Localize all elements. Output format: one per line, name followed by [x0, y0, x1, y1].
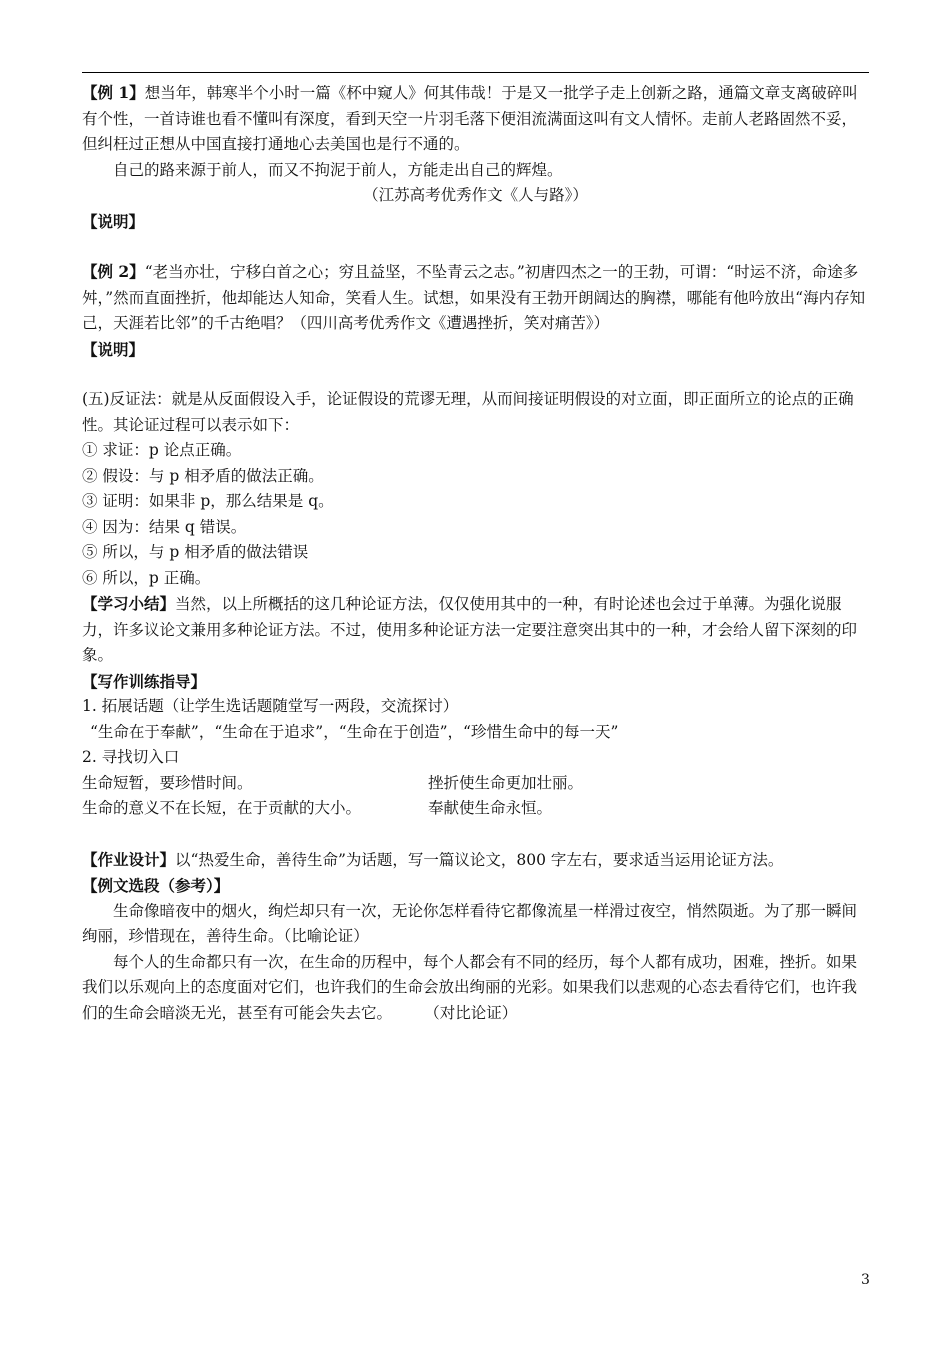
- page-number: 3: [861, 1272, 870, 1288]
- entry-row2-right: 奉献使生命永恒。: [428, 799, 553, 817]
- homework-tag: 【作业设计】: [82, 849, 176, 869]
- example1-text: 想当年，韩寒半个小时一篇《杯中窥人》何其伟哉！于是又一批学子走上创新之路，通篇文章支离破碎叫有个性，一首诗谁也看不懂叫有深度，看到天空一片羽毛落下便泪流满面这叫有文人情怀。走前人老路固然不妥，但纠枉过正想从中国直接打通地心去美国也是行不通的。: [82, 84, 858, 153]
- method5-step-6: ⑥ 所以，p 正确。: [82, 568, 211, 587]
- summary-text: 当然，以上所概括的这几种论证方法，仅仅使用其中的一种，有时论述也会过于单薄。为强化说服力，许多议论文兼用多种论证方法。不过，使用多种论证方法一定要注意突出其中的一种，才会给人留下深刻的印象。: [82, 595, 858, 664]
- entry-row1-right: 挫折使生命更加壮丽。: [428, 773, 584, 792]
- writing-guide-heading: 【写作训练指导】: [82, 671, 207, 691]
- homework-text: 以“热爱生命，善待生命”为话题，写一篇议论文，800 字左右，要求适当运用论证方法。: [175, 850, 784, 869]
- sample-paragraph-2-text: 每个人的生命都只有一次，在生命的历程中，每个人都会有不同的经历，每个人都有成功，困难，挫折。如果我们以乐观向上的态度面对它们，也许我们的生命会放出绚丽的光彩。如果我们以悲观的心态去看待它们，也许我们的生命会暗淡无光，甚至有可能会失去它。: [82, 952, 858, 1022]
- entry-row-2: [82, 796, 869, 822]
- example2-tag: 【例 2】: [82, 262, 145, 281]
- method5-step-4: ④ 因为：结果 q 错误。: [82, 517, 247, 536]
- example1-source: （江苏高考优秀作文《人与路》）: [363, 186, 588, 204]
- example1-tag: 【例 1】: [82, 83, 145, 102]
- document-body: [82, 80, 869, 1026]
- method5-step-1: ① 求证：p 论点正确。: [82, 441, 242, 459]
- sample-paragraph-2: [82, 950, 869, 1027]
- example1-note: 【说明】: [82, 211, 145, 231]
- writing-guide-item2: 2. 寻找切入口: [82, 748, 180, 766]
- sample-paragraph-1: 生命像暗夜中的烟火，绚烂却只有一次，无论你怎样看待它都像流星一样滑过夜空，悄然陨逝。为了那一瞬间绚丽，珍惜现在，善待生命。（比喻论证）: [82, 901, 858, 945]
- sample-heading: 【例文选段（参考）】: [82, 876, 230, 895]
- writing-guide-topics: “生命在于奉献”，“生命在于追求”，“生命在于创造”，“珍惜生命中的每一天”: [90, 722, 619, 741]
- entry-row2-left: 生命的意义不在长短，在于贡献的大小。: [82, 799, 362, 817]
- method5-step-2: ② 假设：与 p 相矛盾的做法正确。: [82, 466, 324, 485]
- entry-row1-left: 生命短暂，要珍惜时间。: [82, 773, 253, 792]
- method5-step-5: ⑤ 所以，与 p 相矛盾的做法错误: [82, 543, 309, 561]
- method5-step-3: ③ 证明：如果非 p，那么结果是 q。: [82, 492, 334, 510]
- example1-paragraph: [82, 80, 869, 158]
- example2-text: “老当亦壮，宁移白首之心；穷且益坚，不坠青云之志。”初唐四杰之一的王勃，可谓：“时运不济，命途多舛，”然而直面挫折，他却能达人知命，笑看人生。试想，如果没有王勃开朗阔达的胸襟，哪能有他吟放出“海内存知己，天涯若比邻”的千古绝唱？（四川高考优秀作文《遭遇挫折，笑对痛苦》）: [82, 263, 866, 332]
- example2-note: 【说明】: [82, 339, 145, 359]
- example1-conclusion: 自己的路来源于前人，而又不拘泥于前人，方能走出自己的辉煌。: [113, 160, 563, 179]
- method5-intro: (五)反证法：就是从反面假设入手，论证假设的荒谬无理，从而间接证明假设的对立面，即正面所立的论点的正确性。其论证过程可以表示如下：: [82, 390, 854, 434]
- writing-guide-item1: 1. 拓展话题（让学生选话题随堂写一两段，交流探讨）: [82, 697, 459, 715]
- example2-paragraph: [82, 259, 869, 337]
- entry-row-1: [82, 771, 869, 797]
- homework-paragraph: [82, 847, 869, 874]
- summary-tag: 【学习小结】: [82, 594, 176, 613]
- sample-paragraph-2-tag: （对比论证）: [432, 1003, 518, 1022]
- header-rule: [82, 72, 869, 73]
- summary-paragraph: [82, 591, 869, 669]
